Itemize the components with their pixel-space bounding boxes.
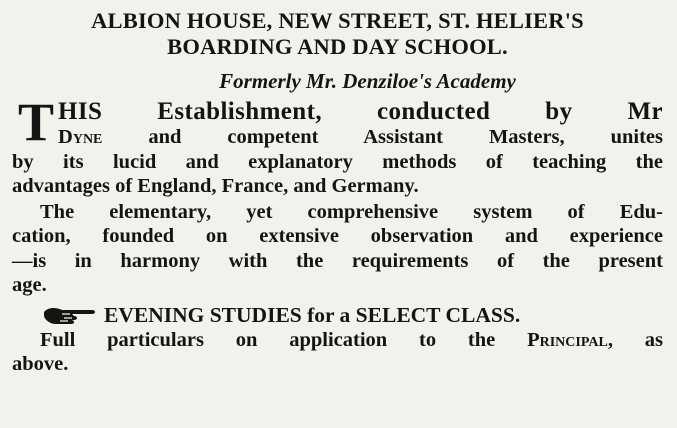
- system-line-1: The elementary, yet comprehensive system of Edu-: [40, 200, 663, 223]
- system-paragraph: [12, 200, 663, 298]
- pointing-hand-icon: [42, 304, 98, 326]
- principal-name: Dyne: [58, 126, 103, 148]
- system-line-4: age.: [12, 274, 47, 296]
- school-name-line-2: BOARDING AND DAY SCHOOL.: [167, 34, 508, 59]
- system-line-3: —is in harmony with the requirements of the present: [12, 249, 663, 272]
- system-line-2: cation, founded on extensive observation and experience: [12, 225, 663, 247]
- closing-line-1: [12, 328, 663, 353]
- school-name-line-1: ALBION HOUSE, NEW STREET, ST. HELIER'S: [91, 8, 584, 33]
- intro-line-1: HIS Establishment, conducted by Mr: [58, 98, 663, 125]
- closing-line-2: above.: [12, 353, 69, 375]
- evening-studies-text: EVENING STUDIES for a SELECT CLASS.: [104, 302, 521, 327]
- drop-cap-letter: T: [18, 92, 55, 152]
- intro-line-3: by its lucid and explanatory methods of teaching the: [12, 150, 663, 173]
- evening-studies-notice: [12, 302, 663, 328]
- intro-line-2: [12, 125, 663, 150]
- closing-line-1-start: Full particulars on application to the: [40, 328, 528, 351]
- intro-paragraph: [12, 92, 663, 199]
- closing-paragraph: [12, 328, 663, 377]
- former-name-subheading: Formerly Mr. Denziloe's Academy: [219, 69, 516, 93]
- principal-title: Principal: [527, 328, 608, 351]
- closing-line-1-end: , as: [607, 328, 663, 351]
- intro-line-4: advantages of England, France, and Germany.: [12, 175, 419, 197]
- intro-line-2-rest: and competent Assistant Masters, unites: [102, 126, 663, 148]
